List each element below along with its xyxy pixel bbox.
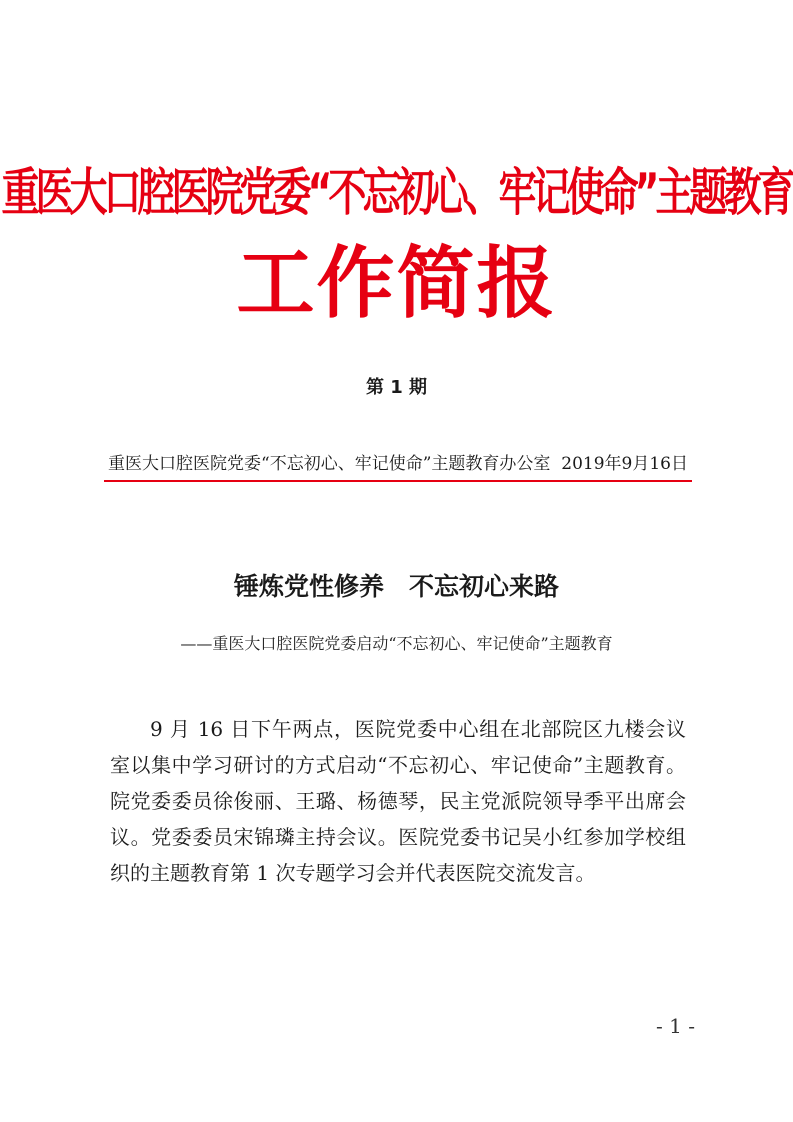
masthead-title: 重医大口腔医院党委“不忘初心、牢记使命”主题教育 — [1, 162, 792, 223]
article-body: 9 月 16 日下午两点，医院党委中心组在北部院区九楼会议室以集中学习研讨的方式启动“不忘初心、牢记使命”主题教育。院党委委员徐俊丽、王璐、杨德琴，民主党派院领导季平出席会议。党委委员宋锦璘主持会议。医院党委书记吴小红参加学校组织的主题教育第 1 次专题学习会并代表医院交流发言。 — [110, 717, 686, 885]
page-number: - 1 - — [656, 1014, 695, 1038]
publisher-line — [108, 452, 688, 476]
issue-number: 第 1 期 — [365, 377, 428, 398]
red-divider — [104, 480, 692, 482]
publisher-name: 重医大口腔医院党委“不忘初心、牢记使命”主题教育办公室 — [108, 454, 551, 474]
article-title: 锤炼党性修养 不忘初心来路 — [233, 572, 559, 601]
masthead-subtitle: 工作简报 — [236, 238, 557, 329]
publish-date: 2019年9月16日 — [561, 454, 688, 474]
article-subtitle: ——重医大口腔医院党委启动“不忘初心、牢记使命”主题教育 — [180, 634, 613, 653]
